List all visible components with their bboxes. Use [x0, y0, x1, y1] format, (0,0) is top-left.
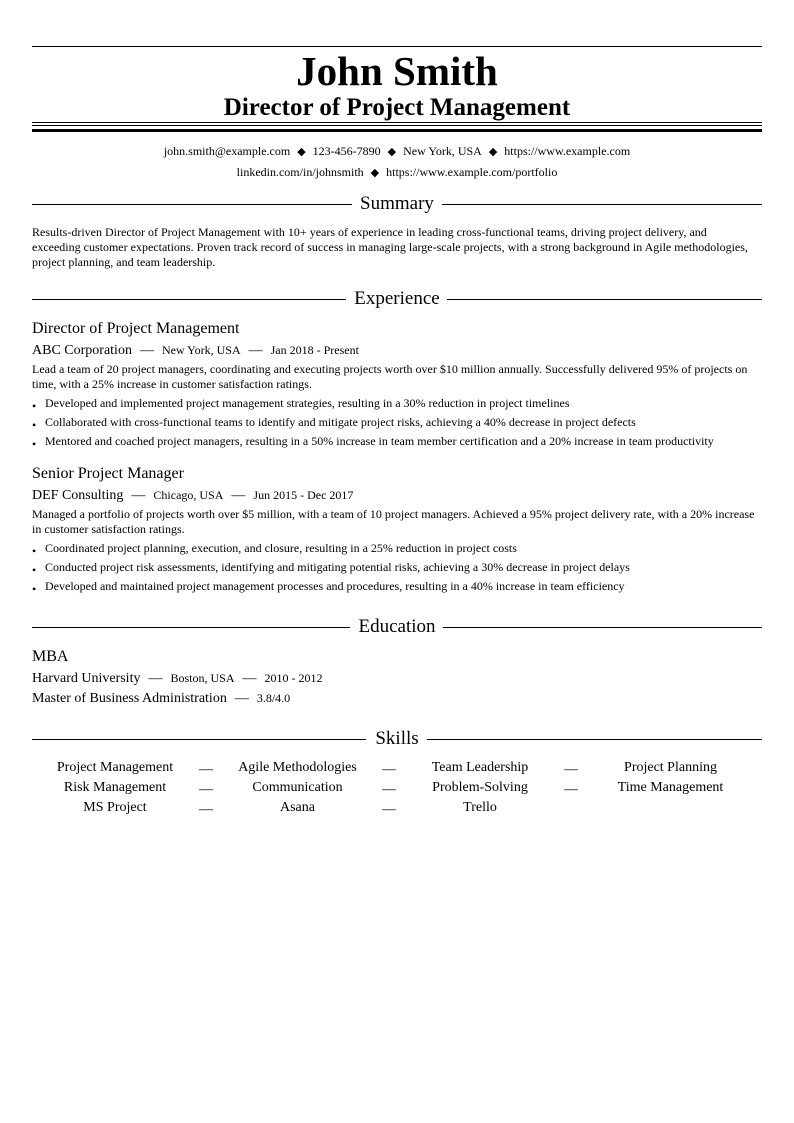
job-location: Chicago, USA — [153, 488, 224, 502]
job-description: Managed a portfolio of projects worth over $5 million, with a team of 10 project managers. Achieved a 95% project delivery rate, with a 20% increase in customer satisfaction ratings. — [32, 507, 755, 536]
linkedin-link[interactable]: linkedin.com/in/johnsmith — [236, 165, 364, 179]
phone-text: 123-456-7890 — [312, 144, 381, 158]
bullet-icon: • — [32, 582, 37, 596]
list-item: • Developed and implemented project management strategies, resulting in a 30% reduction in project timelines — [32, 396, 570, 413]
degree-meta — [32, 689, 290, 708]
skill-item: Agile Methodologies — [238, 760, 357, 775]
school-name: Harvard University — [32, 671, 141, 686]
diamond-separator-icon: ◆ — [387, 146, 397, 158]
dash-separator: — — [248, 343, 263, 358]
list-item: • Mentored and coached project managers, resulting in a 50% increase in team member certification and a 20% increase in team productivity — [32, 434, 714, 451]
bullet-icon: • — [32, 418, 37, 432]
list-item: • Conducted project risk assessments, identifying and mitigating potential risks, achieving a 30% decrease in project delays — [32, 560, 630, 577]
skill-item: Trello — [463, 800, 497, 815]
diamond-separator-icon: ◆ — [488, 146, 498, 158]
skill-item: MS Project — [83, 800, 147, 815]
job-bullets — [32, 396, 762, 453]
job-title: Senior Project Manager — [32, 465, 184, 482]
contact-line-2 — [32, 164, 762, 181]
candidate-name: John Smith — [296, 48, 498, 94]
dash-separator: — — [199, 802, 213, 817]
job-dates: Jan 2018 - Present — [270, 343, 359, 357]
skill-item: Risk Management — [63, 780, 167, 795]
job-meta — [32, 341, 359, 360]
skills-row — [32, 758, 762, 778]
dash-separator: — — [131, 488, 146, 503]
dash-separator: — — [564, 782, 578, 797]
dash-separator: — — [382, 782, 396, 797]
skill-item: Problem-Solving — [432, 780, 528, 795]
experience-heading-label: Experience — [354, 288, 440, 309]
experience-heading — [32, 288, 762, 310]
dash-separator: — — [234, 691, 249, 706]
skills-heading — [32, 728, 762, 750]
company-name: DEF Consulting — [32, 488, 124, 503]
dash-separator: — — [231, 488, 246, 503]
skills-row — [32, 798, 762, 818]
job-dates: Jun 2015 - Dec 2017 — [253, 488, 354, 502]
summary-heading-label: Summary — [360, 193, 434, 214]
job-bullets — [32, 541, 762, 598]
dash-separator: — — [382, 802, 396, 817]
job-title: Director of Project Management — [32, 320, 240, 337]
gpa: 3.8/4.0 — [256, 691, 291, 705]
skill-item: Asana — [280, 800, 315, 815]
skill-item: Communication — [252, 780, 343, 795]
skills-row — [32, 778, 762, 798]
candidate-title: Director of Project Management — [223, 94, 571, 121]
dash-separator: — — [564, 762, 578, 777]
skill-item: Project Management — [56, 760, 174, 775]
contact-line-1 — [32, 143, 762, 160]
education-heading-label: Education — [358, 616, 436, 637]
list-item: • Coordinated project planning, execution, and closure, resulting in a 25% reduction in project costs — [32, 541, 517, 558]
degree-field: Master of Business Administration — [32, 691, 227, 706]
dash-separator: — — [199, 782, 213, 797]
job-description: Lead a team of 20 project managers, coordinating and executing projects worth over $10 million annually. Successfully delivered 95% of projects on time, with a 25% increase in customer satisfaction ratings. — [32, 362, 748, 391]
job-meta — [32, 486, 353, 505]
bullet-icon: • — [32, 399, 37, 413]
bullet-icon: • — [32, 544, 37, 558]
skill-item: Time Management — [617, 780, 724, 795]
bullet-icon: • — [32, 563, 37, 577]
list-item: • Collaborated with cross-functional teams to identify and mitigate project risks, achieving a 40% decrease in project defects — [32, 415, 636, 432]
skills-grid — [32, 758, 762, 818]
summary-text: Results-driven Director of Project Management with 10+ years of experience in leading cross-functional teams, driving project delivery, and exceeding customer expectations. Proven track record of success in managing large-scale projects, with a strong background in Agile methodologies, project planning, and team leadership. — [32, 225, 748, 269]
location-text: New York, USA — [403, 144, 482, 158]
summary-heading — [32, 193, 762, 215]
skills-heading-label: Skills — [375, 728, 419, 749]
school-dates: 2010 - 2012 — [264, 671, 323, 685]
diamond-separator-icon: ◆ — [297, 146, 306, 158]
list-item: • Developed and maintained project management processes and procedures, resulting in a 40% increase in team efficiency — [32, 579, 625, 596]
bullet-icon: • — [32, 437, 37, 451]
header-rule — [32, 122, 762, 133]
dash-separator: — — [382, 762, 396, 777]
email-link[interactable]: john.smith@example.com — [163, 144, 291, 158]
portfolio-link[interactable]: https://www.example.com/portfolio — [386, 165, 558, 179]
school-meta — [32, 669, 322, 688]
dash-separator: — — [242, 671, 257, 686]
job-location: New York, USA — [161, 343, 241, 357]
dash-separator: — — [199, 762, 213, 777]
school-location: Boston, USA — [170, 671, 235, 685]
dash-separator: — — [139, 343, 154, 358]
dash-separator: — — [148, 671, 163, 686]
diamond-separator-icon: ◆ — [370, 167, 380, 179]
skill-item: Project Planning — [624, 760, 717, 775]
education-heading — [32, 616, 762, 638]
degree: MBA — [32, 648, 69, 665]
company-name: ABC Corporation — [32, 343, 132, 358]
website-link[interactable]: https://www.example.com — [504, 144, 631, 158]
skill-item: Team Leadership — [431, 760, 529, 775]
